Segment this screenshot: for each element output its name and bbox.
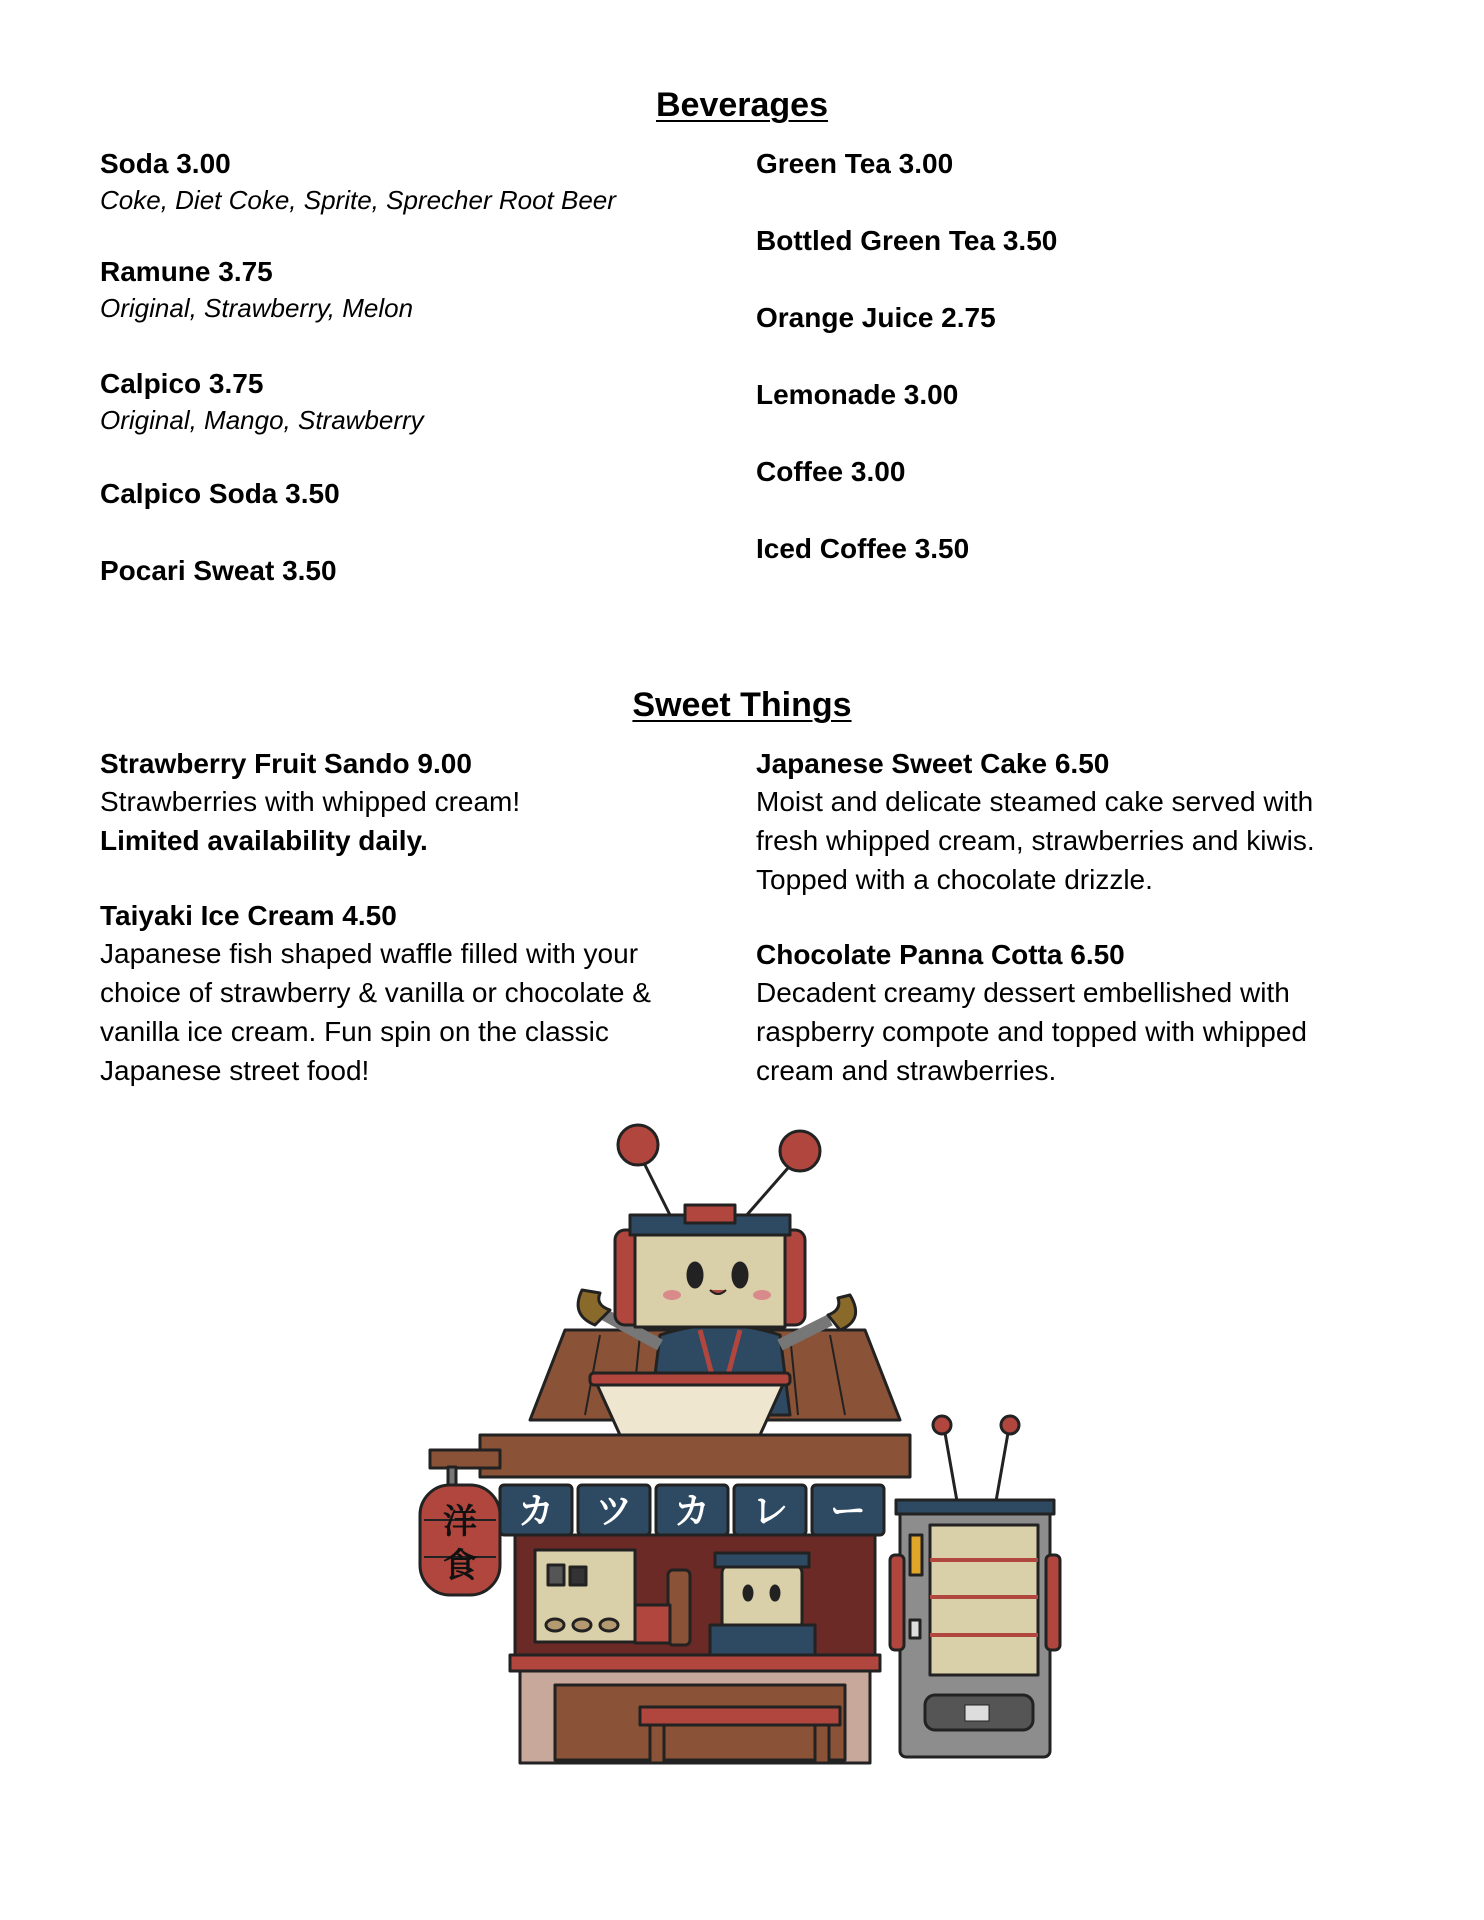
counter — [510, 1655, 880, 1671]
menu-item — [756, 531, 1376, 567]
item-name: Calpico Soda 3.50 — [100, 478, 340, 509]
item-name: Chocolate Panna Cotta 6.50 — [756, 939, 1125, 970]
bench — [640, 1707, 840, 1725]
beverages-right-column — [756, 146, 1376, 605]
sign-char: カ — [673, 1491, 711, 1532]
item-name: Lemonade 3.00 — [756, 379, 959, 410]
item-name: Calpico 3.75 — [100, 368, 264, 399]
item-name: Bottled Green Tea 3.50 — [756, 225, 1058, 256]
item-name: Soda 3.00 — [100, 148, 231, 179]
menu-item — [756, 454, 1376, 490]
menu-item — [100, 146, 720, 218]
item-description: Japanese fish shaped waffle filled with your choice of strawberry & vanilla or chocolate & vanilla ice cream. Fun spin on the classic Japanese street food! — [100, 938, 651, 1086]
robot-eye — [733, 1263, 747, 1287]
sign-char: カ — [517, 1491, 555, 1532]
menu-item — [756, 146, 1376, 182]
robot-face — [635, 1227, 785, 1327]
sign-char: ツ — [595, 1491, 633, 1532]
bowl — [595, 1380, 785, 1435]
item-name: Green Tea 3.00 — [756, 148, 954, 179]
item-name: Strawberry Fruit Sando 9.00 — [100, 748, 472, 779]
menu-item — [756, 746, 1356, 899]
robot-eye — [688, 1263, 702, 1287]
menu-item — [100, 476, 720, 512]
menu-item — [100, 746, 700, 860]
item-name: Iced Coffee 3.50 — [756, 533, 970, 564]
sweet-things-heading: Sweet Things — [632, 686, 852, 724]
sweets-left-column — [100, 746, 700, 1128]
menu-item — [756, 377, 1376, 413]
item-name: Japanese Sweet Cake 6.50 — [756, 748, 1110, 779]
stall-beam — [480, 1435, 910, 1477]
item-description: Decadent creamy dessert embellished with raspberry compote and topped with whipped cream and strawberries. — [756, 977, 1308, 1086]
menu-item — [100, 898, 700, 1090]
item-options: Original, Strawberry, Melon — [100, 293, 414, 323]
item-description: Moist and delicate steamed cake served with fresh whipped cream, strawberries and kiwis. Topped with a chocolate drizzle. — [756, 786, 1315, 895]
beverages-left-column — [100, 146, 720, 627]
item-options: Original, Mango, Strawberry — [100, 405, 424, 435]
sign-char: レ — [751, 1491, 789, 1532]
lantern-char: 食 — [443, 1546, 477, 1586]
item-description: Strawberries with whipped cream! — [100, 786, 521, 817]
small-robot — [722, 1565, 802, 1630]
menu-item — [100, 553, 720, 589]
menu-item — [756, 937, 1356, 1090]
item-name: Orange Juice 2.75 — [756, 302, 996, 333]
sweets-right-column — [756, 746, 1356, 1128]
menu-item — [100, 254, 720, 326]
lantern-char: 洋 — [443, 1502, 477, 1542]
item-name: Coffee 3.00 — [756, 456, 906, 487]
item-name: Ramune 3.75 — [100, 256, 273, 287]
item-name: Taiyaki Ice Cream 4.50 — [100, 900, 397, 931]
food-stall-illustration — [410, 1115, 1070, 1775]
antenna-ball — [780, 1131, 820, 1171]
antenna-ball — [618, 1125, 658, 1165]
availability-note: Limited availability daily. — [100, 825, 428, 856]
item-name: Pocari Sweat 3.50 — [100, 555, 337, 586]
vending-window — [930, 1525, 1038, 1675]
sign-char: ー — [829, 1491, 867, 1532]
menu-item — [100, 366, 720, 438]
menu-item — [756, 223, 1376, 259]
menu-item — [756, 300, 1376, 336]
beverages-heading: Beverages — [655, 86, 828, 124]
item-options: Coke, Diet Coke, Sprite, Sprecher Root Beer — [100, 185, 616, 215]
